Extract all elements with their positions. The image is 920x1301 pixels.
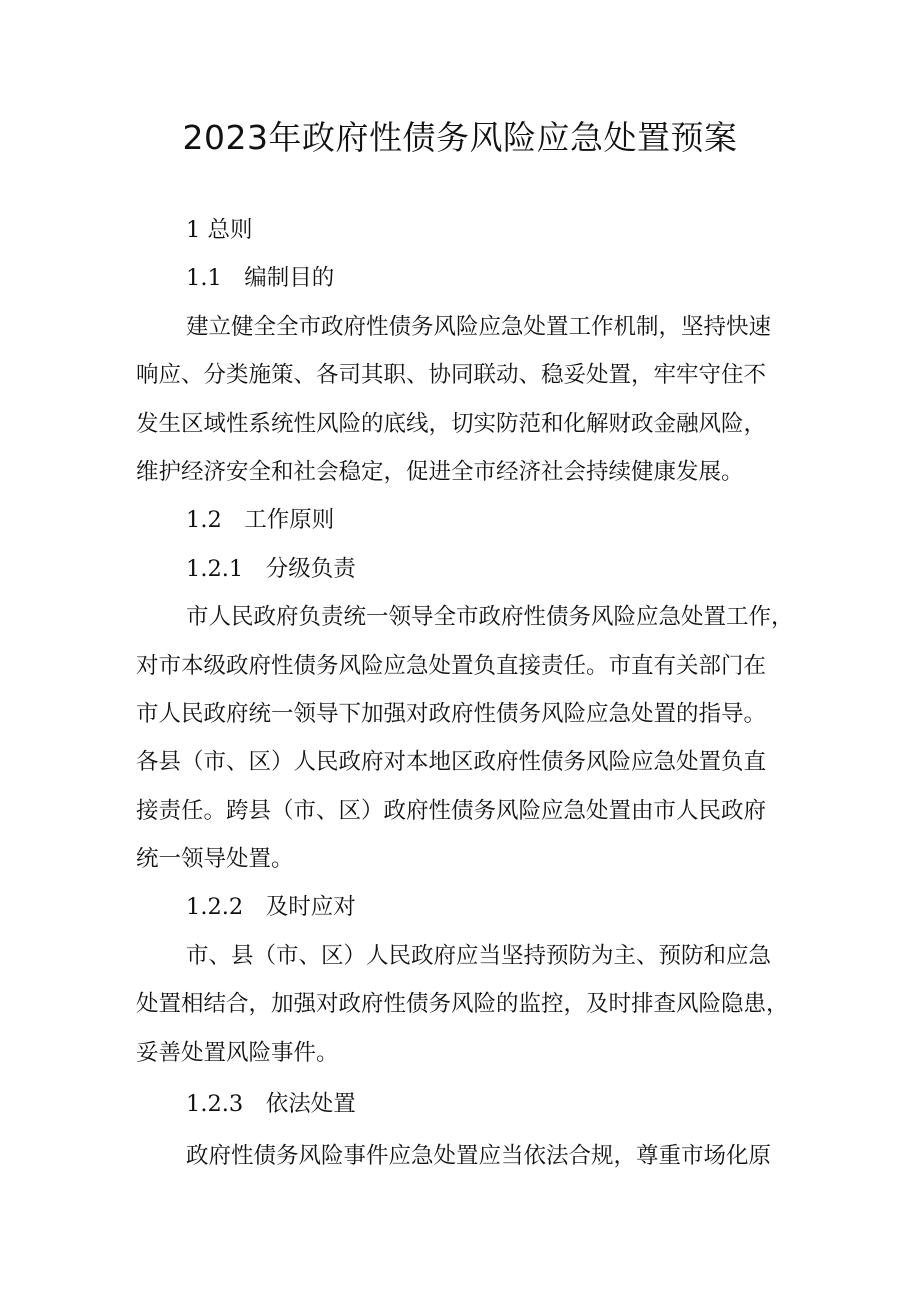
paragraph-line: 处置相结合，加强对政府性债务风险的监控，及时排查风险隐患， <box>136 991 789 1017</box>
section-heading-1: 1 总则 <box>186 217 253 243</box>
paragraph-line: 响应、分类施策、各司其职、协同联动、稳妥处置，牢牢守住不 <box>136 362 767 388</box>
section-heading-1-2-3: 1.2.3 依法处置 <box>186 1091 356 1117</box>
paragraph-line: 对市本级政府性债务风险应急处置负直接责任。市直有关部门在 <box>136 653 767 679</box>
paragraph-line: 接责任。跨县（市、区）政府性债务风险应急处置由市人民政府 <box>136 798 767 824</box>
paragraph-line: 维护经济安全和社会稳定，促进全市经济社会持续健康发展。 <box>136 459 744 485</box>
section-heading-1-1: 1.1 编制目的 <box>186 265 335 291</box>
paragraph-line: 妥善处置风险事件。 <box>136 1040 339 1066</box>
section-heading-1-2: 1.2 工作原则 <box>186 507 335 533</box>
section-heading-1-2-2: 1.2.2 及时应对 <box>186 894 356 920</box>
paragraph-line: 市人民政府统一领导下加强对政府性债务风险应急处置的指导。 <box>136 701 767 727</box>
paragraph-line: 市人民政府负责统一领导全市政府性债务风险应急处置工作， <box>186 604 794 630</box>
paragraph-line: 政府性债务风险事件应急处置应当依法合规，尊重市场化原 <box>186 1143 772 1169</box>
paragraph-line: 建立健全全市政府性债务风险应急处置工作机制，坚持快速 <box>186 314 772 340</box>
paragraph-line: 发生区域性系统性风险的底线，切实防范和化解财政金融风险， <box>136 411 767 437</box>
paragraph-line: 统一领导处置。 <box>136 846 294 872</box>
section-heading-1-2-1: 1.2.1 分级负责 <box>186 556 356 582</box>
paragraph-line: 各县（市、区）人民政府对本地区政府性债务风险应急处置负直 <box>136 749 767 775</box>
document-title: 2023年政府性债务风险应急处置预案 <box>182 118 738 157</box>
paragraph-line: 市、县（市、区）人民政府应当坚持预防为主、预防和应急 <box>186 943 772 969</box>
